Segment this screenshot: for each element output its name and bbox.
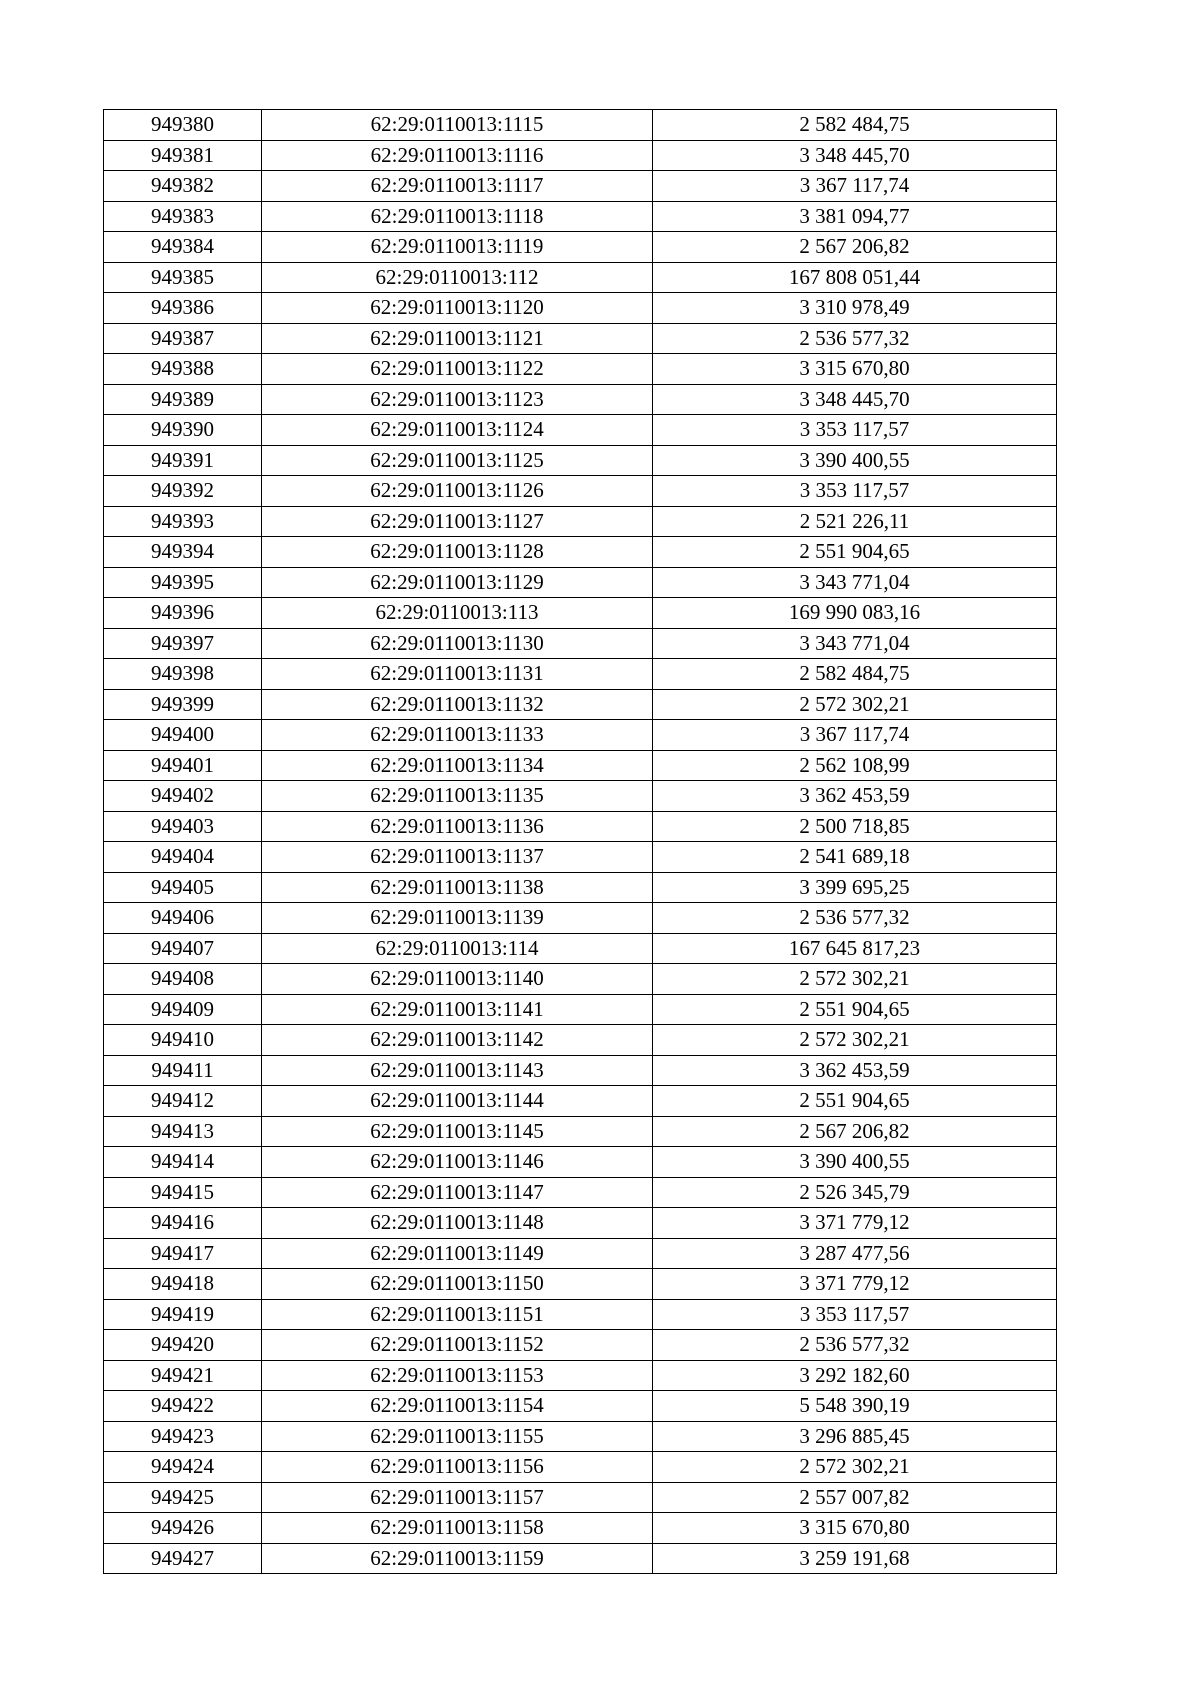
cadastral-number-cell: 62:29:0110013:1118 (262, 201, 653, 232)
cadastral-value-cell: 2 572 302,21 (653, 689, 1057, 720)
cadastral-value-cell: 3 353 117,57 (653, 1299, 1057, 1330)
table-row (104, 1513, 1057, 1544)
row-number-cell: 949407 (104, 933, 262, 964)
table-row (104, 1147, 1057, 1178)
row-number-cell: 949381 (104, 140, 262, 171)
cadastral-number-cell: 62:29:0110013:1153 (262, 1360, 653, 1391)
row-number-cell: 949420 (104, 1330, 262, 1361)
cadastral-value-cell: 3 315 670,80 (653, 1513, 1057, 1544)
cadastral-value-cell: 3 353 117,57 (653, 476, 1057, 507)
cadastral-number-cell: 62:29:0110013:1122 (262, 354, 653, 385)
row-number-cell: 949426 (104, 1513, 262, 1544)
table-row (104, 384, 1057, 415)
cadastral-number-cell: 62:29:0110013:1137 (262, 842, 653, 873)
row-number-cell: 949387 (104, 323, 262, 354)
cadastral-number-cell: 62:29:0110013:1115 (262, 110, 653, 141)
table-row (104, 994, 1057, 1025)
row-number-cell: 949389 (104, 384, 262, 415)
table-row (104, 1360, 1057, 1391)
cadastral-number-cell: 62:29:0110013:1157 (262, 1482, 653, 1513)
cadastral-value-cell: 3 296 885,45 (653, 1421, 1057, 1452)
cadastral-value-cell: 3 371 779,12 (653, 1208, 1057, 1239)
row-number-cell: 949394 (104, 537, 262, 568)
table-row (104, 567, 1057, 598)
table-body (104, 110, 1057, 1574)
table-row (104, 476, 1057, 507)
cadastral-number-cell: 62:29:0110013:1126 (262, 476, 653, 507)
cadastral-number-cell: 62:29:0110013:1125 (262, 445, 653, 476)
row-number-cell: 949383 (104, 201, 262, 232)
cadastral-value-cell: 3 287 477,56 (653, 1238, 1057, 1269)
cadastral-number-cell: 62:29:0110013:1127 (262, 506, 653, 537)
cadastral-value-cell: 3 343 771,04 (653, 628, 1057, 659)
cadastral-value-cell: 2 567 206,82 (653, 1116, 1057, 1147)
cadastral-number-cell: 62:29:0110013:113 (262, 598, 653, 629)
cadastral-value-cell: 3 390 400,55 (653, 1147, 1057, 1178)
table-row (104, 201, 1057, 232)
row-number-cell: 949421 (104, 1360, 262, 1391)
cadastral-value-cell: 3 390 400,55 (653, 445, 1057, 476)
cadastral-number-cell: 62:29:0110013:1156 (262, 1452, 653, 1483)
row-number-cell: 949418 (104, 1269, 262, 1300)
cadastral-number-cell: 62:29:0110013:114 (262, 933, 653, 964)
cadastral-value-cell: 3 362 453,59 (653, 781, 1057, 812)
table-row (104, 1330, 1057, 1361)
cadastral-value-cell: 2 557 007,82 (653, 1482, 1057, 1513)
row-number-cell: 949403 (104, 811, 262, 842)
table-row (104, 1421, 1057, 1452)
cadastral-value-cell: 3 381 094,77 (653, 201, 1057, 232)
cadastral-value-cell: 3 315 670,80 (653, 354, 1057, 385)
row-number-cell: 949396 (104, 598, 262, 629)
table-row (104, 628, 1057, 659)
row-number-cell: 949398 (104, 659, 262, 690)
row-number-cell: 949425 (104, 1482, 262, 1513)
cadastral-number-cell: 62:29:0110013:1159 (262, 1543, 653, 1574)
cadastral-value-cell: 2 562 108,99 (653, 750, 1057, 781)
cadastral-number-cell: 62:29:0110013:1152 (262, 1330, 653, 1361)
cadastral-number-cell: 62:29:0110013:1139 (262, 903, 653, 934)
cadastral-number-cell: 62:29:0110013:1154 (262, 1391, 653, 1422)
cadastral-number-cell: 62:29:0110013:1147 (262, 1177, 653, 1208)
cadastral-value-cell: 3 348 445,70 (653, 140, 1057, 171)
table-row (104, 506, 1057, 537)
cadastral-value-cell: 5 548 390,19 (653, 1391, 1057, 1422)
table-row (104, 1177, 1057, 1208)
cadastral-value-cell: 2 551 904,65 (653, 537, 1057, 568)
table-row (104, 872, 1057, 903)
table-row (104, 842, 1057, 873)
table-row (104, 720, 1057, 751)
table-row (104, 933, 1057, 964)
cadastral-value-cell: 169 990 083,16 (653, 598, 1057, 629)
table-row (104, 659, 1057, 690)
cadastral-number-cell: 62:29:0110013:1148 (262, 1208, 653, 1239)
cadastral-number-cell: 62:29:0110013:1155 (262, 1421, 653, 1452)
cadastral-value-cell: 167 808 051,44 (653, 262, 1057, 293)
cadastral-value-cell: 3 292 182,60 (653, 1360, 1057, 1391)
table-row (104, 781, 1057, 812)
cadastral-value-cell: 3 399 695,25 (653, 872, 1057, 903)
table-row (104, 750, 1057, 781)
cadastral-number-cell: 62:29:0110013:1119 (262, 232, 653, 263)
table-row (104, 1238, 1057, 1269)
row-number-cell: 949409 (104, 994, 262, 1025)
row-number-cell: 949382 (104, 171, 262, 202)
cadastral-value-cell: 3 343 771,04 (653, 567, 1057, 598)
cadastral-number-cell: 62:29:0110013:1141 (262, 994, 653, 1025)
row-number-cell: 949385 (104, 262, 262, 293)
cadastral-value-cell: 2 521 226,11 (653, 506, 1057, 537)
cadastral-number-cell: 62:29:0110013:1140 (262, 964, 653, 995)
table-row (104, 445, 1057, 476)
row-number-cell: 949386 (104, 293, 262, 324)
cadastral-value-cell: 2 536 577,32 (653, 1330, 1057, 1361)
cadastral-value-cell: 3 362 453,59 (653, 1055, 1057, 1086)
row-number-cell: 949413 (104, 1116, 262, 1147)
cadastral-value-cell: 3 348 445,70 (653, 384, 1057, 415)
row-number-cell: 949399 (104, 689, 262, 720)
table-row (104, 964, 1057, 995)
row-number-cell: 949427 (104, 1543, 262, 1574)
row-number-cell: 949416 (104, 1208, 262, 1239)
table-row (104, 415, 1057, 446)
cadastral-number-cell: 62:29:0110013:1133 (262, 720, 653, 751)
cadastral-number-cell: 62:29:0110013:1136 (262, 811, 653, 842)
table-row (104, 323, 1057, 354)
table-row (104, 1299, 1057, 1330)
cadastral-number-cell: 62:29:0110013:1116 (262, 140, 653, 171)
cadastral-value-cell: 3 367 117,74 (653, 171, 1057, 202)
cadastral-number-cell: 62:29:0110013:1146 (262, 1147, 653, 1178)
row-number-cell: 949384 (104, 232, 262, 263)
row-number-cell: 949401 (104, 750, 262, 781)
row-number-cell: 949392 (104, 476, 262, 507)
cadastral-number-cell: 62:29:0110013:1149 (262, 1238, 653, 1269)
table-row (104, 598, 1057, 629)
row-number-cell: 949414 (104, 1147, 262, 1178)
cadastral-value-cell: 2 582 484,75 (653, 659, 1057, 690)
row-number-cell: 949400 (104, 720, 262, 751)
row-number-cell: 949402 (104, 781, 262, 812)
row-number-cell: 949408 (104, 964, 262, 995)
cadastral-value-cell: 2 567 206,82 (653, 232, 1057, 263)
table-row (104, 1025, 1057, 1056)
cadastral-number-cell: 62:29:0110013:1151 (262, 1299, 653, 1330)
table-row (104, 903, 1057, 934)
cadastral-number-cell: 62:29:0110013:1128 (262, 537, 653, 568)
row-number-cell: 949390 (104, 415, 262, 446)
cadastral-number-cell: 62:29:0110013:1130 (262, 628, 653, 659)
cadastral-number-cell: 62:29:0110013:1121 (262, 323, 653, 354)
table-row (104, 1055, 1057, 1086)
cadastral-number-cell: 62:29:0110013:1124 (262, 415, 653, 446)
cadastral-number-cell: 62:29:0110013:112 (262, 262, 653, 293)
row-number-cell: 949423 (104, 1421, 262, 1452)
cadastral-value-cell: 2 541 689,18 (653, 842, 1057, 873)
row-number-cell: 949406 (104, 903, 262, 934)
cadastral-value-table (103, 109, 1057, 1574)
cadastral-value-cell: 2 572 302,21 (653, 1025, 1057, 1056)
cadastral-number-cell: 62:29:0110013:1142 (262, 1025, 653, 1056)
table-row (104, 689, 1057, 720)
table-row (104, 537, 1057, 568)
cadastral-value-cell: 167 645 817,23 (653, 933, 1057, 964)
cadastral-value-cell: 3 367 117,74 (653, 720, 1057, 751)
cadastral-value-cell: 2 526 345,79 (653, 1177, 1057, 1208)
row-number-cell: 949391 (104, 445, 262, 476)
cadastral-value-cell: 3 310 978,49 (653, 293, 1057, 324)
cadastral-number-cell: 62:29:0110013:1134 (262, 750, 653, 781)
cadastral-number-cell: 62:29:0110013:1117 (262, 171, 653, 202)
cadastral-value-cell: 3 371 779,12 (653, 1269, 1057, 1300)
row-number-cell: 949388 (104, 354, 262, 385)
cadastral-number-cell: 62:29:0110013:1138 (262, 872, 653, 903)
table-row (104, 110, 1057, 141)
table-row (104, 1269, 1057, 1300)
cadastral-number-cell: 62:29:0110013:1131 (262, 659, 653, 690)
cadastral-value-cell: 2 500 718,85 (653, 811, 1057, 842)
cadastral-number-cell: 62:29:0110013:1145 (262, 1116, 653, 1147)
table-row (104, 1452, 1057, 1483)
cadastral-number-cell: 62:29:0110013:1123 (262, 384, 653, 415)
table-row (104, 1208, 1057, 1239)
cadastral-value-cell: 3 259 191,68 (653, 1543, 1057, 1574)
table-row (104, 262, 1057, 293)
cadastral-number-cell: 62:29:0110013:1132 (262, 689, 653, 720)
table-row (104, 171, 1057, 202)
table-row (104, 354, 1057, 385)
cadastral-number-cell: 62:29:0110013:1158 (262, 1513, 653, 1544)
cadastral-number-cell: 62:29:0110013:1150 (262, 1269, 653, 1300)
cadastral-value-cell: 2 551 904,65 (653, 1086, 1057, 1117)
row-number-cell: 949410 (104, 1025, 262, 1056)
row-number-cell: 949419 (104, 1299, 262, 1330)
row-number-cell: 949412 (104, 1086, 262, 1117)
cadastral-number-cell: 62:29:0110013:1135 (262, 781, 653, 812)
row-number-cell: 949393 (104, 506, 262, 537)
cadastral-number-cell: 62:29:0110013:1143 (262, 1055, 653, 1086)
table-row (104, 1482, 1057, 1513)
table-row (104, 293, 1057, 324)
row-number-cell: 949422 (104, 1391, 262, 1422)
table-row (104, 232, 1057, 263)
cadastral-value-cell: 2 572 302,21 (653, 964, 1057, 995)
cadastral-value-cell: 2 536 577,32 (653, 903, 1057, 934)
row-number-cell: 949417 (104, 1238, 262, 1269)
row-number-cell: 949397 (104, 628, 262, 659)
cadastral-value-cell: 2 536 577,32 (653, 323, 1057, 354)
table-row (104, 1543, 1057, 1574)
row-number-cell: 949424 (104, 1452, 262, 1483)
table-row (104, 140, 1057, 171)
table-row (104, 1391, 1057, 1422)
row-number-cell: 949415 (104, 1177, 262, 1208)
row-number-cell: 949404 (104, 842, 262, 873)
table-row (104, 1086, 1057, 1117)
table-row (104, 811, 1057, 842)
cadastral-value-cell: 2 582 484,75 (653, 110, 1057, 141)
row-number-cell: 949411 (104, 1055, 262, 1086)
row-number-cell: 949405 (104, 872, 262, 903)
cadastral-number-cell: 62:29:0110013:1144 (262, 1086, 653, 1117)
row-number-cell: 949395 (104, 567, 262, 598)
row-number-cell: 949380 (104, 110, 262, 141)
cadastral-number-cell: 62:29:0110013:1120 (262, 293, 653, 324)
cadastral-value-cell: 3 353 117,57 (653, 415, 1057, 446)
cadastral-number-cell: 62:29:0110013:1129 (262, 567, 653, 598)
cadastral-value-cell: 2 551 904,65 (653, 994, 1057, 1025)
table-row (104, 1116, 1057, 1147)
cadastral-value-cell: 2 572 302,21 (653, 1452, 1057, 1483)
